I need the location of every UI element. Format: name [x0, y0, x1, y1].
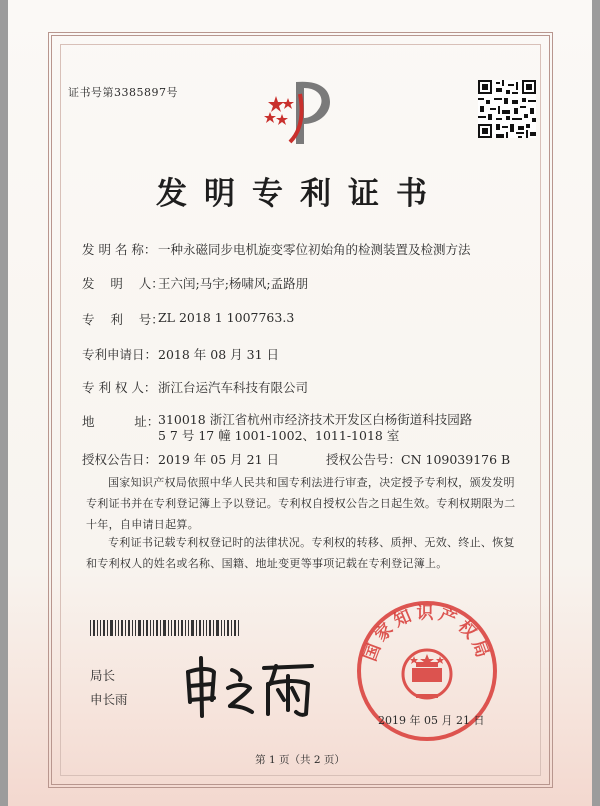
qr-code [478, 80, 536, 138]
seal-date: 2019 年 05 月 21 日 [378, 714, 485, 727]
field-label: 专 利 权 人： [82, 380, 157, 395]
field-label: 地 址： [82, 414, 160, 429]
director-name: 申长雨 [90, 692, 128, 707]
field-label: 发 明 人： [82, 276, 164, 291]
field-label: 发 明 名 称： [82, 242, 157, 257]
paragraph-grant-statement: 国家知识产权局依照中华人民共和国专利法进行审查，决定授予专利权，颁发发明专利证书并在专利登记簿上予以登记。专利权自授权公告之日起生效。专利权期限为二十年，自申请日起算。 [86, 476, 516, 531]
field-value: CN 109039176 B [401, 452, 511, 467]
cnipa-logo-icon [260, 76, 340, 152]
field-value: ZL 2018 1 1007763.3 [158, 310, 295, 325]
certificate-number: 证书号第3385897号 [68, 86, 178, 99]
field-value: 2018 年 08 月 31 日 [158, 347, 279, 362]
paragraph-legal-status: 专利证书记载专利权登记时的法律状况。专利权的转移、质押、无效、终止、恢复和专利权人的姓名或名称、国籍、地址变更等事项记载在专利登记簿上。 [86, 536, 515, 570]
field-value: 310018 浙江省杭州市经济技术开发区白杨街道科技园路 5 7 号 17 幢 1001-1002、1011-1018 室 [158, 412, 473, 443]
signature-image [180, 650, 320, 720]
field-value: 2019 年 05 月 21 日 [158, 452, 279, 467]
document-title: 发明专利证书 [156, 176, 444, 212]
certificate-page [8, 0, 592, 806]
field-label: 专利申请日： [82, 347, 158, 362]
field-value: 浙江台运汽车科技有限公司 [158, 380, 309, 395]
seal-text: 国家知识产权局 [360, 603, 494, 665]
field-label: 授权公告日： [82, 452, 158, 467]
field-value: 一种永磁同步电机旋变零位初始角的检测装置及检测方法 [158, 242, 471, 257]
field-label: 授权公告号： [326, 452, 402, 467]
field-value: 王六闰;马宇;杨啸风;孟路朋 [158, 276, 309, 291]
page-number: 第 1 页（共 2 页） [255, 754, 345, 766]
field-label: 专 利 号： [82, 312, 164, 327]
director-title: 局长 [90, 668, 116, 683]
barcode [90, 620, 240, 636]
grant-number [326, 450, 510, 468]
